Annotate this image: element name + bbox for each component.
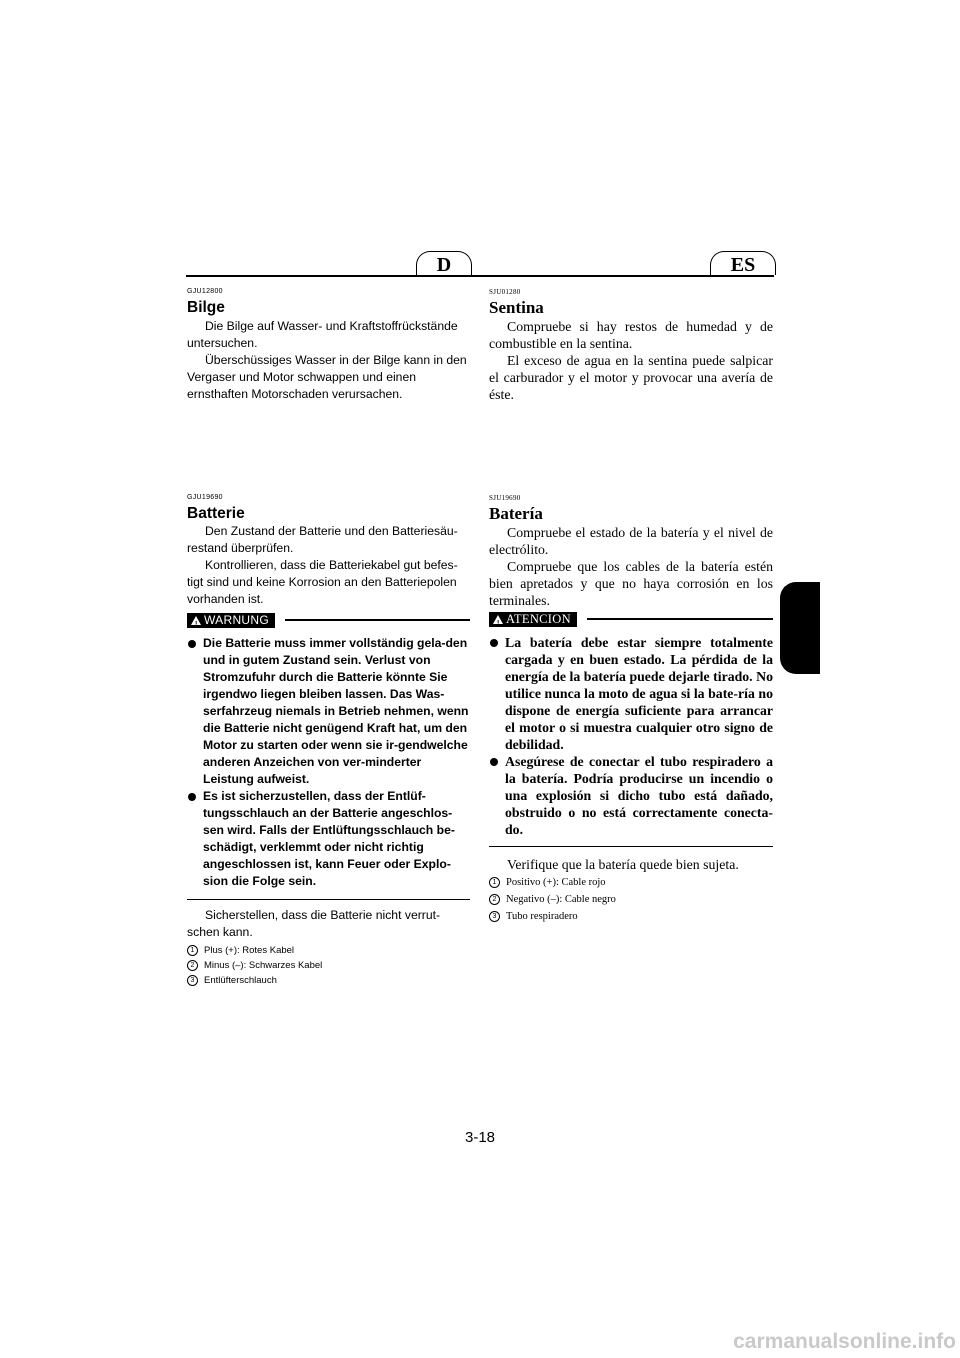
callout-number: 1 [187,945,198,956]
spanish-battery-section [489,494,773,925]
legend-item [187,973,470,988]
callout-number: 2 [187,960,198,971]
bullet-icon [490,758,498,766]
warning-bullet [489,634,773,753]
section-code: SJU19690 [489,494,521,502]
paragraph: Den Zustand der Batterie und den Batteriesäu-restand überprüfen. [187,524,458,555]
section-title: Batterie [187,505,245,522]
bullet-icon [188,793,196,801]
warning-bullet [187,635,470,788]
legend-text: Entlüfterschlauch [204,975,277,986]
legend-item [489,908,773,925]
bullet-text: Die Batterie muss immer vollständig gela-den und in gutem Zustand sein. Verlust von Stromzufuhr durch die Batterie könnte Sie irgendwo liegen bleiben lassen. Das Was-serfahrzeug niemals in Betrieb nehmen, wenn die Batterie nicht genügend Kraft hat, um den Motor zu starten oder wenn sie ir-gendwelche anderen Anzeichen von ver-minderter Leistung aufweist. [203,636,469,786]
legend-text: Plus (+): Rotes Kabel [204,945,295,956]
bullet-text: Es ist sicherzustellen, dass der Entlüf-tungsschlauch an der Batterie angeschlos-sen wird. Falls der Entlüftungsschlauch be-schädigt, verklemmt oder nicht richtig angeschlossen ist, kann Feuer oder Explo-sion die Folge sein. [203,789,455,888]
warning-header [187,612,470,628]
warning-rule [587,618,773,620]
warning-triangle-icon: ! [191,616,201,625]
warning-end-rule [187,899,470,900]
warning-badge [489,612,577,627]
callout-number: 3 [489,911,500,922]
warning-end-rule [489,846,773,847]
bullet-icon [490,639,498,647]
paragraph: Compruebe el estado de la batería y el nivel de electrólito. [489,525,773,557]
warning-label: ATENCION [506,612,571,626]
warning-header [489,611,773,627]
legend-item [489,891,773,908]
legend [489,874,773,925]
legend-text: Tubo respiradero [506,911,578,922]
german-bilge-section [187,288,470,403]
paragraph: Compruebe si hay restos de humedad y de combustible en la sentina. [489,319,773,351]
chapter-thumb-tab [780,582,820,674]
german-battery-section [187,494,470,988]
paragraph: Verifique que la batería quede bien sujeta. [507,857,739,872]
language-tab-german: D [416,251,472,275]
paragraph: Die Bilge auf Wasser- und Kraftstoffrückstände untersuchen. [187,319,458,350]
warning-rule [285,619,470,621]
warning-bullet [187,788,470,890]
section-title: Batería [489,504,543,523]
section-title: Sentina [489,298,544,317]
warning-badge [187,613,275,628]
legend-text: Minus (–): Schwarzes Kabel [204,960,323,971]
section-code: GJU12800 [187,288,223,295]
bullet-icon [188,640,196,648]
warning-label: WARNUNG [204,613,269,627]
callout-number: 3 [187,975,198,986]
section-code: GJU19690 [187,494,223,501]
paragraph: Kontrollieren, dass die Batteriekabel gut befes-tigt sind und keine Korrosion an den Batteriepolen vorhanden ist. [187,558,458,606]
legend-item [187,958,470,973]
callout-number: 1 [489,877,500,888]
paragraph: Compruebe que los cables de la batería estén bien apretados y que no haya corrosión en los terminales. [489,559,773,608]
legend-item [489,874,773,891]
paragraph: Überschüssiges Wasser in der Bilge kann in den Vergaser und Motor schwappen und einen ernsthaften Motorschaden verursachen. [187,353,467,401]
callout-number: 2 [489,894,500,905]
legend-text: Positivo (+): Cable rojo [506,877,606,888]
language-tab-spanish: ES [710,251,776,275]
section-title: Bilge [187,299,225,316]
section-code: SJU01280 [489,288,521,296]
spanish-bilge-section [489,288,773,403]
paragraph: El exceso de agua en la sentina puede salpicar el carburador y el motor y provocar una avería de éste. [489,353,773,402]
legend-item [187,943,470,958]
paragraph: Sicherstellen, dass die Batterie nicht verrut-schen kann. [187,908,441,939]
legend-text: Negativo (–): Cable negro [506,894,616,905]
watermark: carmanualsonline.info [733,1330,956,1353]
warning-bullet [489,753,773,838]
legend [187,943,470,988]
warning-triangle-icon: ! [493,615,503,624]
bullet-text: La batería debe estar siempre totalmente cargada y en buen estado. La pérdida de la energía de la batería puede dejarle tirado. No utilice nunca la moto de agua si la bate-ría no dispone de energía suficiente para arrancar el motor o si muestra cualquier otro signo de debilidad. [505,635,773,752]
header-rule [186,275,774,277]
bullet-text: Asegúrese de conectar el tubo respiradero a la batería. Podría producirse un incendio o una explosión si dicho tubo está dañado, obstruido o no está correctamente conecta-do. [505,754,773,837]
page-number: 3-18 [464,1129,496,1146]
